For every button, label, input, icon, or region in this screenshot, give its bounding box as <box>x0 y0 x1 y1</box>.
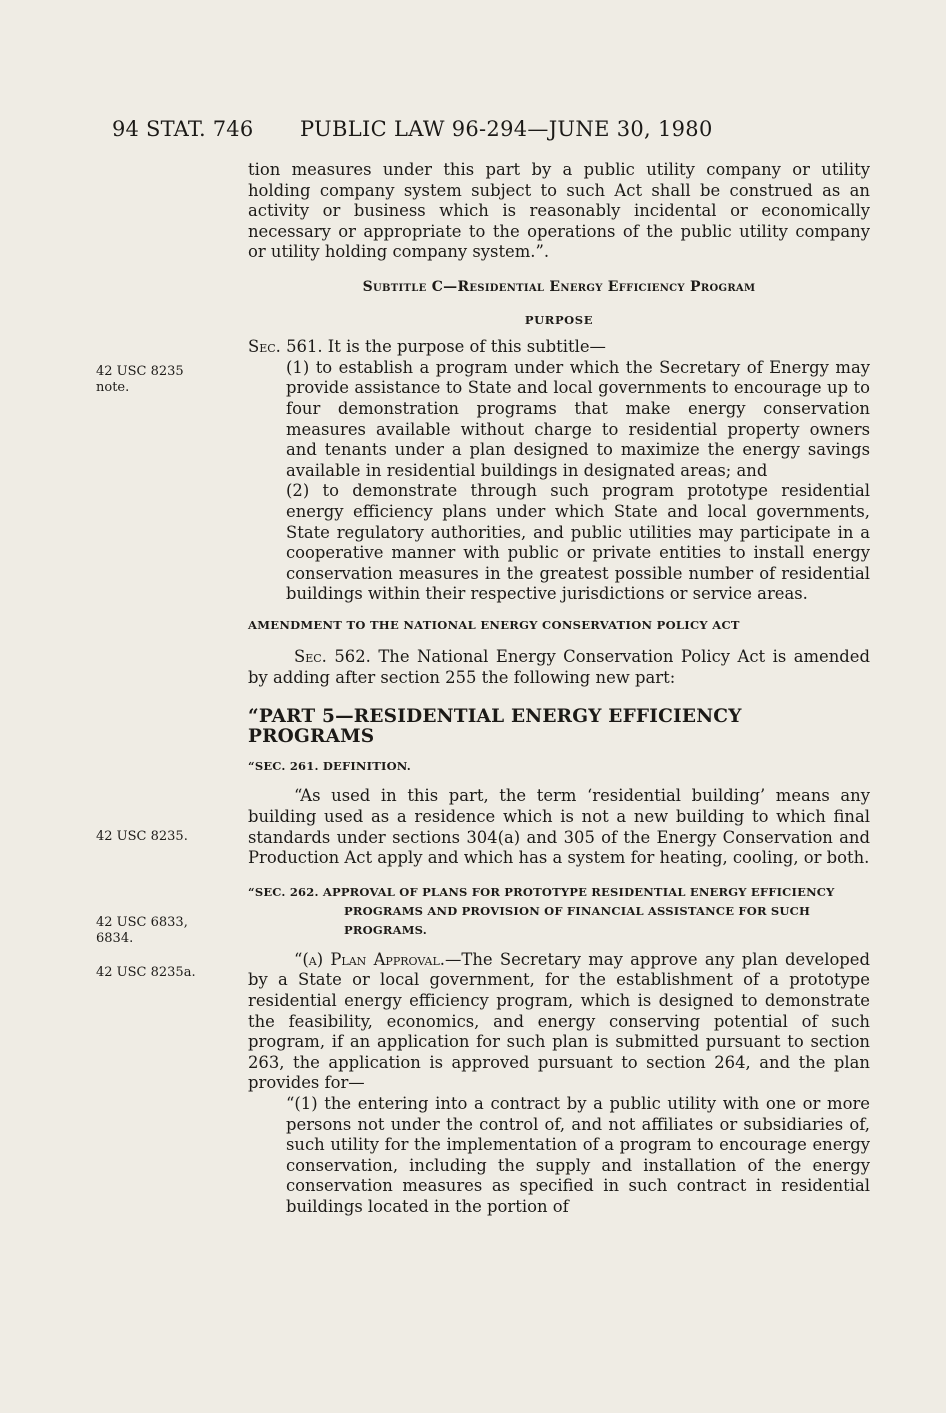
section-262a-text: —The Secretary may approve any plan developed by a State or local government, for the establishment of a prototype residential energy efficiency program, which is designed to demonstrate the feasibility, economics, and energy conserving potential of such program, if an application for such plan is submitted pursuant to section 263, the application is approved pursuant to section 264, and the plan provides for— <box>248 949 870 1093</box>
page-reference: 94 STAT. 746 <box>112 117 254 141</box>
continued-paragraph: tion measures under this part by a public utility company or utility holding company system subject to such Act shall be construed as an activity or business which is reasonably incidental or economically necessary or appropriate to the operations of the public utility company or utility holding company system.”. <box>248 160 870 262</box>
section-262a <box>248 950 870 1094</box>
section-561-para-1-text: (1) to establish a program under which the Secretary of Energy may provide assistance to State and local governments to encourage up to four demonstration programs that make energy conservation measures available without charge to residential property owners and tenants under a plan designed to maximize the energy savings available in residential buildings in designated areas; and <box>286 357 870 480</box>
section-262a-para-1: “(1) the entering into a contract by a public utility with one or more persons not under the control of, and not affiliates or subsidiaries of, such utility for the implementation of a program to encourage energy conservation, including the supply and installation of the energy conservation measures as specified in such contract in residential buildings located in the portion of <box>286 1093 870 1216</box>
margin-citation-1-line1: 42 USC 8235 <box>96 364 184 379</box>
margin-citation-1 <box>96 364 184 396</box>
purpose-heading: PURPOSE <box>524 312 594 327</box>
margin-citation-3-line2: 6834. <box>96 931 134 946</box>
statute-body <box>248 160 870 1218</box>
margin-citation-4: 42 USC 8235a. <box>96 965 196 980</box>
section-262a-label: “(a) Plan Approval. <box>294 949 445 969</box>
subtitle-heading: Subtitle C—Residential Energy Efficiency Program <box>362 278 756 295</box>
section-561 <box>248 337 870 358</box>
amendment-heading: AMENDMENT TO THE NATIONAL ENERGY CONSERVATION POLICY ACT <box>248 617 740 632</box>
section-261-title: “SEC. 261. DEFINITION. <box>248 758 411 773</box>
margin-citation-2: 42 USC 8235. <box>96 829 188 844</box>
section-561-text: 561. It is the purpose of this subtitle— <box>280 337 606 357</box>
section-562-label: Sec. <box>294 647 327 667</box>
margin-citation-3-line1: 42 USC 6833, <box>96 915 188 930</box>
part-5-title: “PART 5—RESIDENTIAL ENERGY EFFICIENCY PROGRAMS <box>248 705 742 748</box>
section-561-label: Sec. <box>248 337 281 357</box>
margin-citation-3 <box>96 915 188 947</box>
section-561-para-1 <box>286 358 870 482</box>
margin-citation-1-line2: note. <box>96 380 130 395</box>
section-561-para-2: (2) to demonstrate through such program prototype residential energy efficiency plans under which State and local governments, State regulatory authorities, and public utilities may participate in a cooperative manner with public or private entities to install energy conservation measures in the greatest possible number of residential buildings within their respective jurisdictions or service areas. <box>286 481 870 604</box>
section-562 <box>248 647 870 688</box>
section-261-text: “As used in this part, the term ‘residential building’ means any building used as a residence which is not a new building to which final standards under sections 304(a) and 305 of the Energy Conservation and Production Act apply and which has a system for heating, cooling, or both. <box>248 786 870 868</box>
section-562-text: 562. The National Energy Conservation Policy Act is amended by adding after section 255 the following new part: <box>248 647 870 688</box>
running-title: PUBLIC LAW 96-294—JUNE 30, 1980 <box>300 117 713 141</box>
section-262-title: “SEC. 262. APPROVAL OF PLANS FOR PROTOTYPE RESIDENTIAL ENERGY EFFICIENCY PROGRAMS AND PROVISION OF FINANCIAL ASSISTANCE FOR SUCH PROGRAMS. <box>248 884 835 937</box>
